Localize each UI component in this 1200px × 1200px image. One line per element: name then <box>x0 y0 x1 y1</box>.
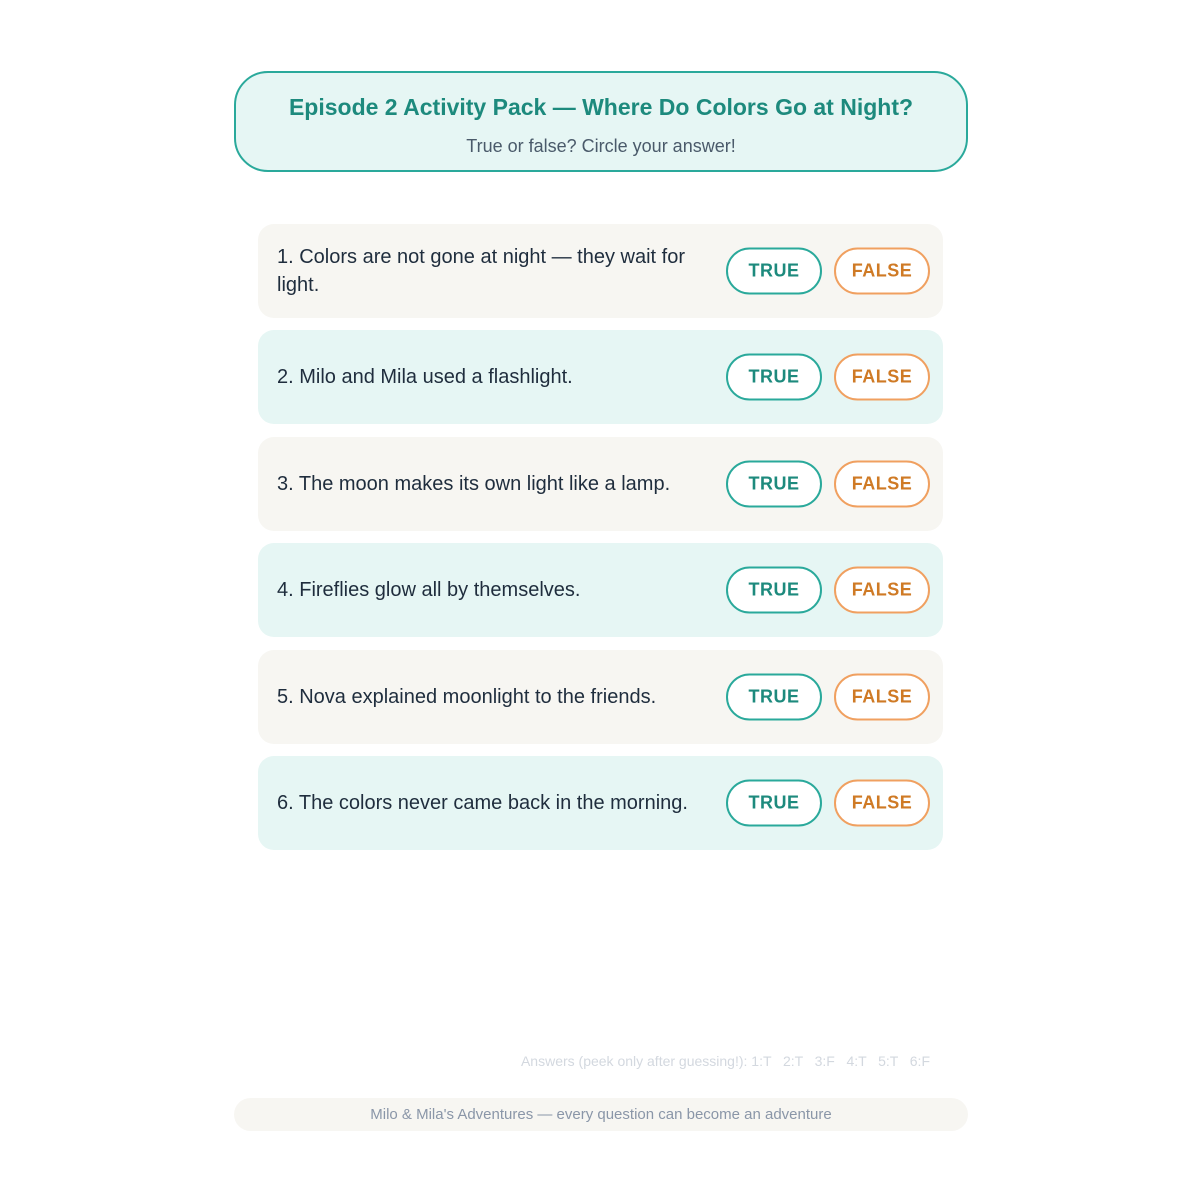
false-button[interactable]: FALSE <box>834 567 930 614</box>
true-button[interactable]: TRUE <box>726 567 822 614</box>
true-button[interactable]: TRUE <box>726 354 822 401</box>
question-row-5 <box>258 650 943 744</box>
false-button[interactable]: FALSE <box>834 673 930 720</box>
question-row-2 <box>258 330 943 424</box>
activity-header <box>234 71 968 172</box>
false-button[interactable]: FALSE <box>834 354 930 401</box>
answer-key: Answers (peek only after guessing!): 1:T 2:T 3:F 4:T 5:T 6:F <box>520 1053 930 1069</box>
page-title: Episode 2 Activity Pack — Where Do Colors Go at Night? <box>288 94 914 120</box>
page-subtitle: True or false? Circle your answer! <box>466 136 736 156</box>
true-button[interactable]: TRUE <box>726 779 822 826</box>
question-row-1 <box>258 224 943 318</box>
question-text: 6. The colors never came back in the morning. <box>277 791 688 814</box>
question-text: 4. Fireflies glow all by themselves. <box>277 579 581 602</box>
footer-banner: Milo & Mila's Adventures — every question can become an adventure <box>234 1098 968 1131</box>
question-row-4 <box>258 543 943 637</box>
question-list <box>258 224 943 862</box>
question-text: 5. Nova explained moonlight to the friends. <box>277 685 657 708</box>
false-button[interactable]: FALSE <box>834 460 930 507</box>
question-text: 2. Milo and Mila used a flashlight. <box>277 366 573 389</box>
true-button[interactable]: TRUE <box>726 460 822 507</box>
question-text: 1. Colors are not gone at night — they wait for light. <box>277 246 685 296</box>
false-button[interactable]: FALSE <box>834 248 930 295</box>
question-row-6 <box>258 756 943 850</box>
true-button[interactable]: TRUE <box>726 673 822 720</box>
question-row-3 <box>258 437 943 531</box>
true-button[interactable]: TRUE <box>726 248 822 295</box>
question-text: 3. The moon makes its own light like a lamp. <box>277 472 671 495</box>
false-button[interactable]: FALSE <box>834 779 930 826</box>
